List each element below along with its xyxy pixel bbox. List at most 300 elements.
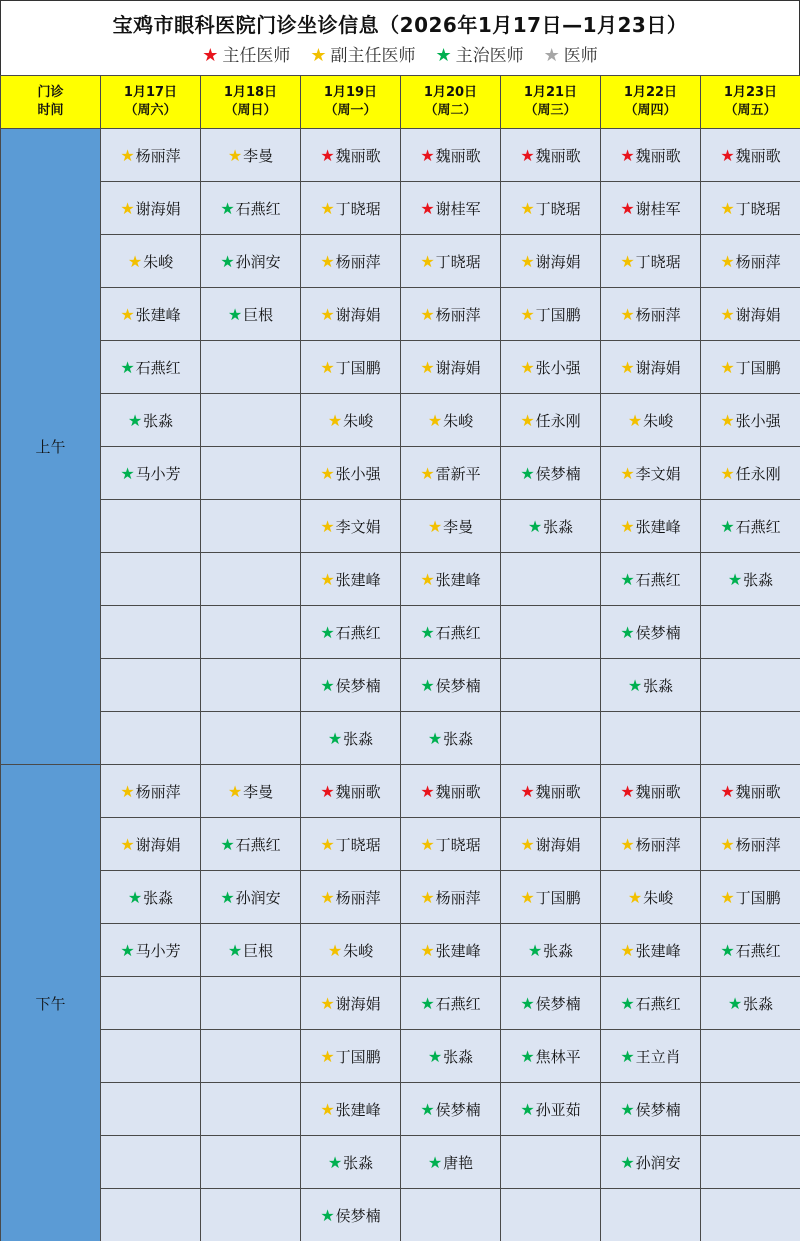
doctor-name: 谢海娟 [135, 199, 181, 218]
schedule-cell [101, 712, 201, 765]
schedule-cell [201, 977, 301, 1030]
table-row [1, 500, 800, 553]
schedule-cell [501, 871, 601, 924]
schedule-cell [201, 818, 301, 871]
yellow-star-icon: ★ [320, 1099, 335, 1119]
schedule-cell [701, 818, 800, 871]
yellow-star-icon: ★ [620, 251, 635, 271]
doctor-name: 杨丽萍 [435, 305, 481, 324]
schedule-cell [701, 924, 800, 977]
yellow-star-icon: ★ [620, 940, 635, 960]
yellow-star-icon: ★ [327, 940, 343, 960]
schedule-cell [501, 977, 601, 1030]
doctor-name: 马小芳 [135, 464, 181, 483]
doctor-name: 杨丽萍 [735, 835, 781, 854]
schedule-cell [701, 1136, 800, 1189]
doctor-name: 李文娟 [335, 517, 381, 536]
doctor-name: 丁晓琚 [435, 252, 481, 271]
schedule-cell [201, 553, 301, 606]
doctor-name: 谢桂军 [435, 199, 481, 218]
schedule-cell [301, 765, 401, 818]
green-star-icon: ★ [127, 410, 143, 430]
schedule-cell [101, 606, 201, 659]
day-weekday: （周六） [124, 103, 177, 118]
schedule-cell [301, 182, 401, 235]
day-weekday: （周三） [524, 103, 577, 118]
schedule-cell [601, 871, 701, 924]
yellow-star-icon: ★ [720, 834, 735, 854]
doctor-name: 杨丽萍 [735, 252, 781, 271]
schedule-cell [301, 924, 401, 977]
red-star-icon: ★ [620, 145, 635, 165]
doctor-name: 侯梦楠 [535, 464, 581, 483]
yellow-star-icon: ★ [620, 463, 635, 483]
schedule-cell [501, 1030, 601, 1083]
doctor-name: 张淼 [343, 1153, 374, 1172]
schedule-cell [301, 818, 401, 871]
schedule-cell [401, 447, 501, 500]
green-star-icon: ★ [420, 993, 435, 1013]
schedule-cell [101, 924, 201, 977]
doctor-name: 杨丽萍 [335, 252, 381, 271]
green-star-icon: ★ [527, 940, 543, 960]
schedule-cell [301, 659, 401, 712]
green-star-icon: ★ [427, 1152, 443, 1172]
header-row [1, 76, 800, 129]
doctor-name: 杨丽萍 [335, 888, 381, 907]
schedule-cell [301, 977, 401, 1030]
schedule-cell [101, 553, 201, 606]
yellow-star-icon: ★ [420, 887, 435, 907]
yellow-star-icon: ★ [520, 887, 535, 907]
yellow-star-icon: ★ [720, 251, 735, 271]
doctor-name: 张建峰 [335, 1100, 381, 1119]
table-row [1, 1136, 800, 1189]
doctor-name: 张建峰 [335, 570, 381, 589]
schedule-cell [601, 1083, 701, 1136]
day-column-header [501, 76, 601, 129]
green-star-icon: ★ [620, 993, 635, 1013]
red-star-icon: ★ [420, 781, 435, 801]
doctor-name: 魏丽歌 [735, 146, 781, 165]
schedule-cell [401, 182, 501, 235]
doctor-name: 石燕红 [135, 358, 181, 377]
schedule-cell [401, 1136, 501, 1189]
yellow-star-icon: ★ [620, 304, 635, 324]
doctor-name: 焦林平 [535, 1047, 581, 1066]
schedule-cell [601, 394, 701, 447]
schedule-cell [301, 288, 401, 341]
schedule-cell [701, 500, 800, 553]
schedule-cell [201, 394, 301, 447]
doctor-name: 魏丽歌 [635, 146, 681, 165]
doctor-name: 侯梦楠 [535, 994, 581, 1013]
schedule-cell [501, 765, 601, 818]
yellow-star-icon: ★ [520, 251, 535, 271]
green-star-icon: ★ [620, 569, 635, 589]
schedule-cell [101, 182, 201, 235]
schedule-cell [701, 129, 800, 182]
yellow-star-icon: ★ [720, 410, 735, 430]
schedule-cell [401, 765, 501, 818]
yellow-star-icon: ★ [420, 251, 435, 271]
doctor-name: 张淼 [543, 517, 574, 536]
schedule-cell [301, 394, 401, 447]
doctor-name: 张淼 [143, 888, 174, 907]
schedule-cell [501, 659, 601, 712]
table-row [1, 712, 800, 765]
schedule-cell [501, 1083, 601, 1136]
doctor-name: 李文娟 [635, 464, 681, 483]
day-weekday: （周二） [424, 103, 477, 118]
schedule-cell [401, 606, 501, 659]
schedule-cell [401, 129, 501, 182]
table-row [1, 924, 800, 977]
doctor-name: 张淼 [343, 729, 374, 748]
doctor-name: 杨丽萍 [635, 305, 681, 324]
doctor-name: 巨根 [243, 941, 274, 960]
doctor-name: 谢海娟 [335, 994, 381, 1013]
green-star-icon: ★ [435, 45, 452, 66]
schedule-cell [401, 1189, 501, 1241]
schedule-cell [601, 182, 701, 235]
yellow-star-icon: ★ [427, 516, 443, 536]
schedule-cell [301, 447, 401, 500]
doctor-name: 朱峻 [443, 411, 474, 430]
schedule-cell [101, 235, 201, 288]
yellow-star-icon: ★ [120, 834, 135, 854]
schedule-cell [201, 1189, 301, 1241]
doctor-name: 谢海娟 [335, 305, 381, 324]
yellow-star-icon: ★ [720, 304, 735, 324]
day-column-header [101, 76, 201, 129]
yellow-star-icon: ★ [427, 410, 443, 430]
yellow-star-icon: ★ [120, 198, 135, 218]
schedule-cell [701, 606, 800, 659]
doctor-name: 丁国鹏 [735, 358, 781, 377]
green-star-icon: ★ [320, 675, 335, 695]
schedule-cell [301, 871, 401, 924]
schedule-cell [401, 553, 501, 606]
schedule-cell [401, 1030, 501, 1083]
doctor-name: 丁国鹏 [735, 888, 781, 907]
doctor-name: 丁晓琚 [535, 199, 581, 218]
yellow-star-icon: ★ [520, 410, 535, 430]
schedule-cell [501, 394, 601, 447]
schedule-cell [401, 341, 501, 394]
doctor-name: 侯梦楠 [335, 676, 381, 695]
yellow-star-icon: ★ [127, 251, 143, 271]
schedule-cell [601, 924, 701, 977]
green-star-icon: ★ [120, 463, 135, 483]
doctor-name: 李曼 [243, 146, 274, 165]
yellow-star-icon: ★ [320, 993, 335, 1013]
schedule-cell [601, 1136, 701, 1189]
doctor-name: 雷新平 [435, 464, 481, 483]
schedule-cell [601, 712, 701, 765]
yellow-star-icon: ★ [720, 463, 735, 483]
doctor-name: 谢海娟 [635, 358, 681, 377]
doctor-name: 张淼 [543, 941, 574, 960]
doctor-name: 张淼 [443, 1047, 474, 1066]
schedule-cell [601, 977, 701, 1030]
green-star-icon: ★ [527, 516, 543, 536]
doctor-name: 魏丽歌 [335, 782, 381, 801]
time-header-line1: 门诊 [37, 85, 64, 100]
yellow-star-icon: ★ [620, 516, 635, 536]
doctor-name: 谢海娟 [535, 252, 581, 271]
doctor-name: 侯梦楠 [335, 1206, 381, 1225]
yellow-star-icon: ★ [320, 516, 335, 536]
red-star-icon: ★ [720, 781, 735, 801]
green-star-icon: ★ [120, 357, 135, 377]
doctor-name: 朱峻 [343, 411, 374, 430]
green-star-icon: ★ [420, 1099, 435, 1119]
schedule-cell [601, 235, 701, 288]
doctor-name: 张淼 [443, 729, 474, 748]
schedule-cell [501, 447, 601, 500]
doctor-name: 张淼 [743, 570, 774, 589]
schedule-cell [101, 129, 201, 182]
doctor-name: 李曼 [443, 517, 474, 536]
doctor-name: 侯梦楠 [435, 1100, 481, 1119]
table-row [1, 659, 800, 712]
schedule-cell [201, 288, 301, 341]
green-star-icon: ★ [620, 1046, 635, 1066]
yellow-star-icon: ★ [120, 304, 135, 324]
schedule-cell [101, 977, 201, 1030]
doctor-name: 丁晓琚 [335, 199, 381, 218]
doctor-name: 石燕红 [235, 835, 281, 854]
schedule-cell [201, 712, 301, 765]
red-star-icon: ★ [620, 198, 635, 218]
schedule-cell [701, 1189, 800, 1241]
yellow-star-icon: ★ [327, 410, 343, 430]
schedule-cell [301, 1083, 401, 1136]
doctor-name: 谢海娟 [135, 835, 181, 854]
yellow-star-icon: ★ [320, 357, 335, 377]
green-star-icon: ★ [420, 622, 435, 642]
doctor-name: 孙亚茹 [535, 1100, 581, 1119]
schedule-cell [501, 1189, 601, 1241]
yellow-star-icon: ★ [320, 304, 335, 324]
schedule-cell [301, 235, 401, 288]
doctor-name: 石燕红 [435, 623, 481, 642]
green-star-icon: ★ [520, 1046, 535, 1066]
legend-item [202, 41, 290, 66]
yellow-star-icon: ★ [420, 304, 435, 324]
doctor-name: 朱峻 [143, 252, 174, 271]
schedule-cell [701, 712, 800, 765]
doctor-name: 孙润安 [235, 888, 281, 907]
doctor-name: 张淼 [643, 676, 674, 695]
yellow-star-icon: ★ [720, 198, 735, 218]
doctor-name: 魏丽歌 [535, 146, 581, 165]
schedule-cell [701, 977, 800, 1030]
doctor-name: 孙润安 [235, 252, 281, 271]
schedule-cell [301, 1189, 401, 1241]
table-row [1, 447, 800, 500]
doctor-name: 丁国鹏 [335, 1047, 381, 1066]
legend-label: 主治医师 [455, 46, 524, 66]
schedule-cell [501, 500, 601, 553]
day-date: 1月21日 [523, 85, 578, 100]
green-star-icon: ★ [627, 675, 643, 695]
gray-star-icon: ★ [543, 45, 560, 66]
yellow-star-icon: ★ [420, 834, 435, 854]
green-star-icon: ★ [227, 940, 243, 960]
doctor-name: 王立肖 [635, 1047, 681, 1066]
schedule-cell [701, 394, 800, 447]
yellow-star-icon: ★ [420, 463, 435, 483]
green-star-icon: ★ [620, 622, 635, 642]
schedule-cell [601, 500, 701, 553]
yellow-star-icon: ★ [320, 251, 335, 271]
doctor-name: 石燕红 [235, 199, 281, 218]
period-label: 下午 [1, 765, 101, 1241]
yellow-star-icon: ★ [320, 834, 335, 854]
green-star-icon: ★ [427, 1046, 443, 1066]
red-star-icon: ★ [202, 45, 219, 66]
doctor-name: 石燕红 [635, 570, 681, 589]
title-area [0, 0, 800, 75]
schedule-cell [401, 500, 501, 553]
doctor-name: 朱峻 [643, 888, 674, 907]
yellow-star-icon: ★ [720, 357, 735, 377]
table-row [1, 182, 800, 235]
red-star-icon: ★ [420, 198, 435, 218]
yellow-star-icon: ★ [320, 569, 335, 589]
doctor-name: 杨丽萍 [135, 782, 181, 801]
schedule-cell [301, 129, 401, 182]
doctor-name: 张建峰 [435, 570, 481, 589]
doctor-name: 杨丽萍 [435, 888, 481, 907]
green-star-icon: ★ [220, 251, 235, 271]
doctor-name: 张建峰 [435, 941, 481, 960]
table-row [1, 553, 800, 606]
yellow-star-icon: ★ [320, 887, 335, 907]
doctor-name: 侯梦楠 [635, 1100, 681, 1119]
schedule-cell [701, 447, 800, 500]
red-star-icon: ★ [320, 781, 335, 801]
schedule-cell [501, 553, 601, 606]
yellow-star-icon: ★ [420, 357, 435, 377]
table-row [1, 1083, 800, 1136]
schedule-cell [201, 606, 301, 659]
table-row [1, 129, 800, 182]
schedule-cell [701, 235, 800, 288]
green-star-icon: ★ [720, 940, 735, 960]
doctor-name: 任永刚 [735, 464, 781, 483]
day-weekday: （周五） [724, 103, 777, 118]
schedule-cell [601, 553, 701, 606]
schedule-cell [201, 500, 301, 553]
schedule-cell [501, 235, 601, 288]
doctor-name: 张建峰 [635, 517, 681, 536]
doctor-name: 张建峰 [635, 941, 681, 960]
yellow-star-icon: ★ [520, 198, 535, 218]
doctor-name: 石燕红 [435, 994, 481, 1013]
schedule-cell [401, 288, 501, 341]
day-date: 1月23日 [723, 85, 778, 100]
yellow-star-icon: ★ [227, 145, 243, 165]
yellow-star-icon: ★ [620, 834, 635, 854]
doctor-name: 张小强 [535, 358, 581, 377]
page-title: 宝鸡市眼科医院门诊坐诊信息（2026年1月17日—1月23日） [112, 13, 688, 37]
legend-item [310, 41, 415, 66]
red-star-icon: ★ [620, 781, 635, 801]
doctor-name: 巨根 [243, 305, 274, 324]
doctor-name: 魏丽歌 [435, 146, 481, 165]
schedule-cell [601, 765, 701, 818]
green-star-icon: ★ [327, 728, 343, 748]
doctor-name: 丁国鹏 [535, 888, 581, 907]
yellow-star-icon: ★ [320, 198, 335, 218]
schedule-cell [701, 1030, 800, 1083]
doctor-name: 魏丽歌 [435, 782, 481, 801]
yellow-star-icon: ★ [120, 145, 135, 165]
schedule-cell [601, 447, 701, 500]
doctor-name: 丁国鹏 [335, 358, 381, 377]
schedule-cell [601, 341, 701, 394]
yellow-star-icon: ★ [620, 357, 635, 377]
day-date: 1月19日 [323, 85, 378, 100]
day-column-header [401, 76, 501, 129]
schedule-cell [401, 712, 501, 765]
doctor-name: 石燕红 [735, 517, 781, 536]
red-star-icon: ★ [720, 145, 735, 165]
green-star-icon: ★ [127, 887, 143, 907]
schedule-cell [101, 1083, 201, 1136]
schedule-cell [301, 712, 401, 765]
table-row [1, 235, 800, 288]
schedule-cell [401, 659, 501, 712]
doctor-name: 谢桂军 [635, 199, 681, 218]
schedule-cell [201, 765, 301, 818]
doctor-name: 石燕红 [635, 994, 681, 1013]
table-row [1, 288, 800, 341]
schedule-cell [101, 1136, 201, 1189]
schedule-cell [701, 659, 800, 712]
doctor-name: 谢海娟 [735, 305, 781, 324]
doctor-name: 朱峻 [343, 941, 374, 960]
green-star-icon: ★ [320, 1205, 335, 1225]
schedule-cell [501, 341, 601, 394]
schedule-cell [201, 341, 301, 394]
green-star-icon: ★ [327, 1152, 343, 1172]
schedule-cell [201, 1083, 301, 1136]
yellow-star-icon: ★ [227, 781, 243, 801]
schedule-cell [101, 1189, 201, 1241]
doctor-name: 朱峻 [643, 411, 674, 430]
schedule-cell [501, 288, 601, 341]
schedule-cell [401, 924, 501, 977]
green-star-icon: ★ [620, 1152, 635, 1172]
yellow-star-icon: ★ [520, 304, 535, 324]
legend-label: 副主任医师 [330, 46, 416, 66]
green-star-icon: ★ [520, 1099, 535, 1119]
schedule-cell [501, 924, 601, 977]
green-star-icon: ★ [220, 834, 235, 854]
yellow-star-icon: ★ [520, 834, 535, 854]
yellow-star-icon: ★ [320, 1046, 335, 1066]
green-star-icon: ★ [520, 463, 535, 483]
doctor-name: 侯梦楠 [635, 623, 681, 642]
schedule-cell [701, 288, 800, 341]
schedule-cell [201, 924, 301, 977]
schedule-cell [601, 288, 701, 341]
yellow-star-icon: ★ [520, 357, 535, 377]
